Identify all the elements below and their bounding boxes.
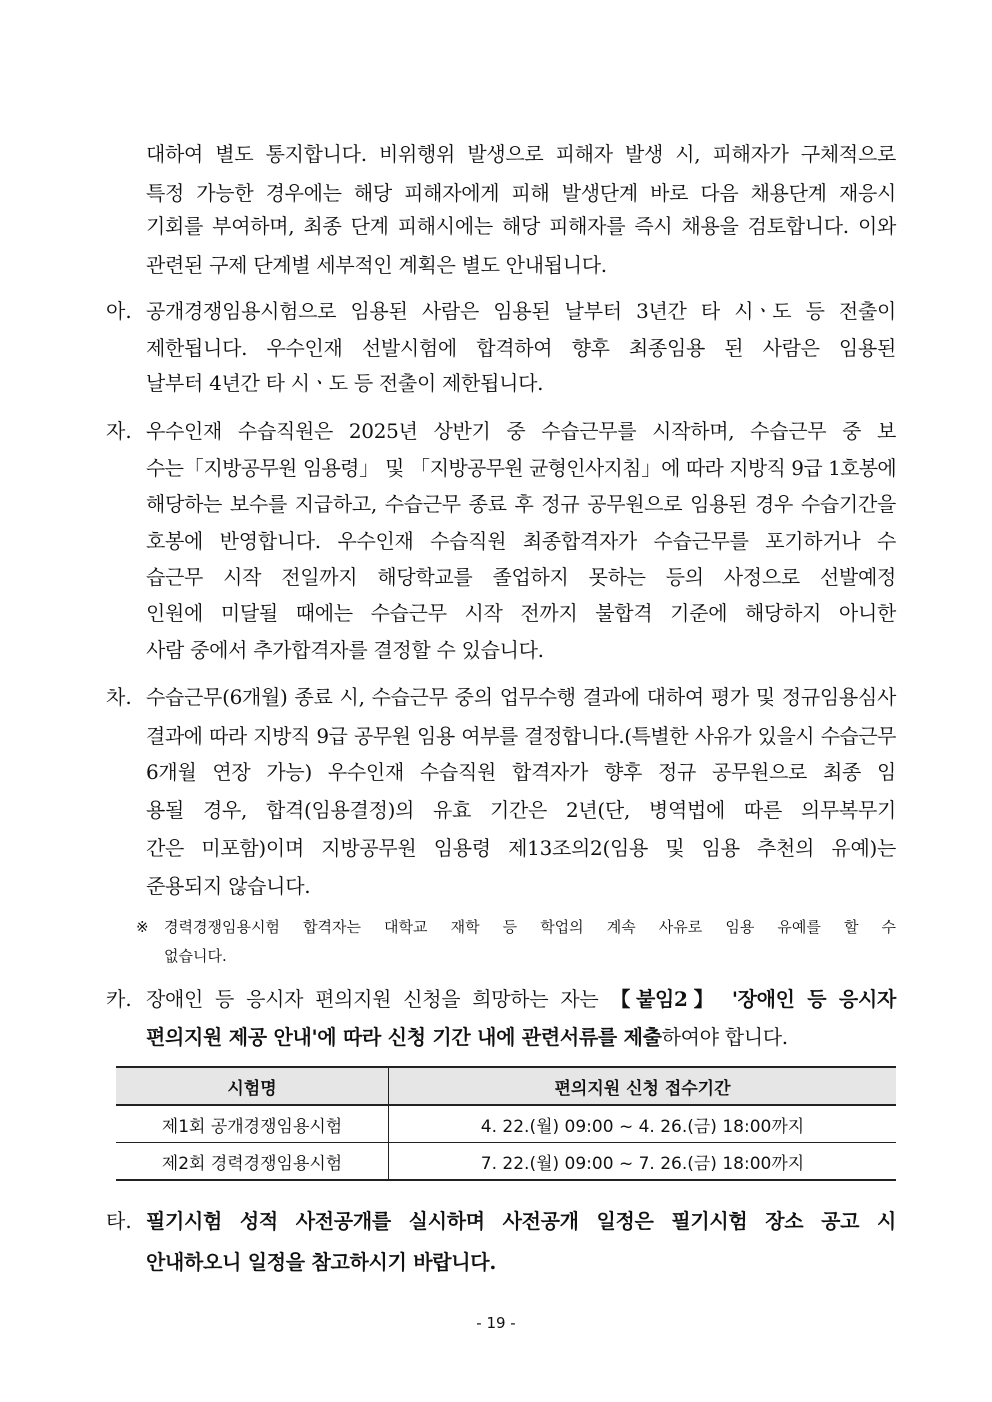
item-marker: 차.	[106, 685, 132, 709]
text-line: 해당하는 보수를 지급하고, 수습근무 종료 후 정규 공무원으로 임용된 경우 수습기간을	[146, 492, 896, 516]
table-header-row	[116, 1067, 896, 1105]
text-line: 결과에 따라 지방직 9급 공무원 임용 여부를 결정합니다.(특별한 사유가 있을시 수습근무	[146, 724, 896, 748]
text-line: 기회를 부여하며, 최종 단계 피해시에는 해당 피해자를 즉시 채용을 검토합니다. 이와	[146, 214, 896, 238]
table-cell: 제1회 공개경쟁임용시험	[116, 1105, 389, 1143]
text-line: 특정 가능한 경우에는 해당 피해자에게 피해 발생단계 바로 다음 채용단계 재응시	[146, 181, 896, 205]
item-marker: 타.	[106, 1209, 132, 1233]
text-line: 대하여 별도 통지합니다. 비위행위 발생으로 피해자 발생 시, 피해자가 구체적으로	[146, 142, 896, 166]
item-marker: 아.	[106, 299, 132, 323]
note-line: 경력경쟁임용시험 합격자는 대학교 재학 등 학업의 계속 사유로 임용 유예를 할 수	[164, 918, 896, 936]
text-line: 안내하오니 일정을 참고하시기 바랍니다.	[146, 1250, 496, 1274]
table-cell: 7. 22.(월) 09:00 ~ 7. 26.(금) 18:00까지	[389, 1143, 897, 1181]
text-line: 용될 경우, 합격(임용결정)의 유효 기간은 2년(단, 병역법에 따른 의무복무기	[146, 798, 896, 822]
bold-text: 【붙임2】 '장애인 등 응시자	[610, 987, 896, 1011]
accommodation-table	[116, 1066, 896, 1181]
item-marker: 자.	[106, 419, 132, 443]
note-mark: ※	[136, 918, 149, 936]
bold-text: 편의지원 제공 안내'에 따라 신청 기간 내에 관련서류를 제출	[146, 1025, 662, 1049]
text-line: 인원에 미달될 때에는 수습근무 시작 전까지 불합격 기준에 해당하지 아니한	[146, 601, 896, 625]
table-cell: 4. 22.(월) 09:00 ~ 4. 26.(금) 18:00까지	[389, 1105, 897, 1143]
normal-text: 하여야 합니다.	[661, 1025, 788, 1049]
text-line: 준용되지 않습니다.	[146, 874, 311, 898]
text-line: 우수인재 수습직원은 2025년 상반기 중 수습근무를 시작하며, 수습근무 중 보	[146, 419, 896, 443]
table-row	[116, 1143, 896, 1181]
text-line: 습근무 시작 전일까지 해당학교를 졸업하지 못하는 등의 사정으로 선발예정	[146, 565, 896, 589]
text-line	[146, 1023, 896, 1051]
text-line: 수습근무(6개월) 종료 시, 수습근무 중의 업무수행 결과에 대하여 평가 및 정규임용심사	[146, 685, 896, 709]
text-line: 공개경쟁임용시험으로 임용된 사람은 임용된 날부터 3년간 타 시ㆍ도 등 전출이	[146, 299, 896, 323]
normal-text: 장애인 등 응시자 편의지원 신청을 희망하는 자는	[146, 987, 611, 1011]
page-number: - 19 -	[476, 1314, 516, 1332]
text-line: 수는「지방공무원 임용령」 및 「지방공무원 균형인사지침」에 따라 지방직 9급 1호봉에	[146, 456, 896, 480]
column-header-period: 편의지원 신청 접수기간	[389, 1067, 897, 1105]
item-marker: 카.	[106, 987, 132, 1011]
text-line: 사람 중에서 추가합격자를 결정할 수 있습니다.	[146, 638, 544, 662]
text-line: 6개월 연장 가능) 우수인재 수습직원 합격자가 향후 정규 공무원으로 최종 임	[146, 760, 896, 784]
table-row	[116, 1105, 896, 1143]
text-line: 제한됩니다. 우수인재 선발시험에 합격하여 향후 최종임용 된 사람은 임용된	[146, 336, 896, 360]
text-line: 간은 미포함)이며 지방공무원 임용령 제13조의2(임용 및 임용 추천의 유예)는	[146, 836, 896, 860]
note-line: 없습니다.	[164, 947, 227, 965]
text-line	[146, 985, 896, 1013]
table-cell: 제2회 경력경쟁임용시험	[116, 1143, 389, 1181]
text-line: 관련된 구제 단계별 세부적인 계획은 별도 안내됩니다.	[146, 253, 607, 277]
text-line: 날부터 4년간 타 시ㆍ도 등 전출이 제한됩니다.	[146, 371, 544, 395]
text-line: 호봉에 반영합니다. 우수인재 수습직원 최종합격자가 수습근무를 포기하거나 수	[146, 529, 896, 553]
column-header-exam: 시험명	[116, 1067, 389, 1105]
text-line: 필기시험 성적 사전공개를 실시하며 사전공개 일정은 필기시험 장소 공고 시	[146, 1209, 896, 1233]
